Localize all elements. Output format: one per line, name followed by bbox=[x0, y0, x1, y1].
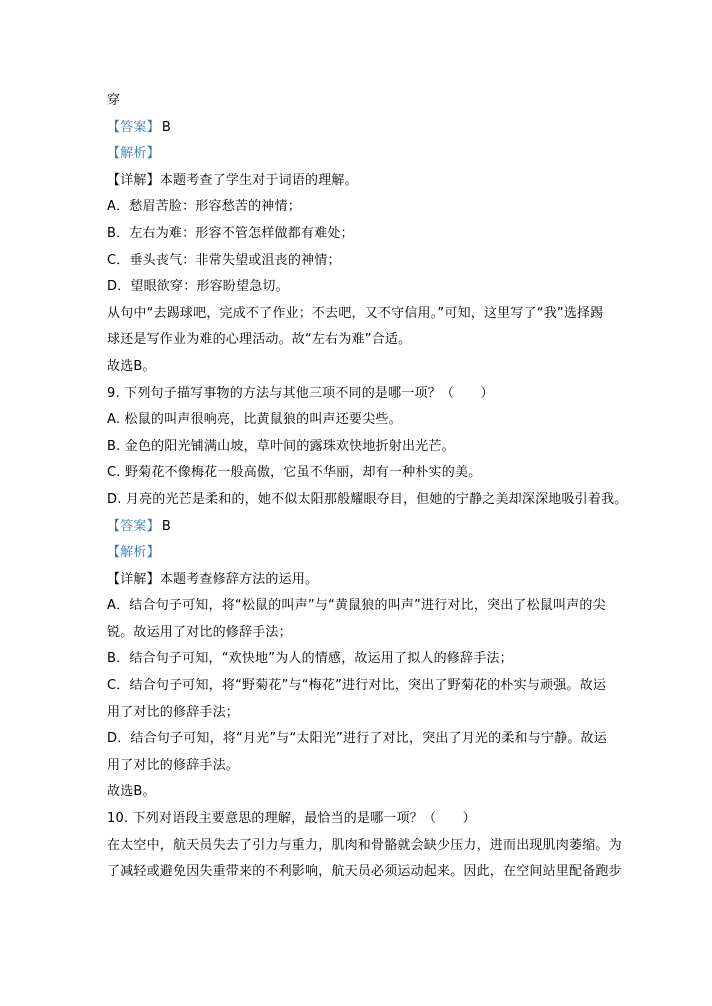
detail-intro: 本题考查修辞方法的运用。 bbox=[159, 571, 319, 587]
detail-label: 【详解】 bbox=[107, 571, 160, 587]
q9-option-a: A. 松鼠的叫声很响亮，比黄鼠狼的叫声还要尖些。 bbox=[107, 412, 402, 428]
q9-answer bbox=[107, 514, 602, 541]
q9-explanation-a-line-2: 锐。故运用了对比的修辞手法； bbox=[107, 624, 292, 640]
q8-option-a: A．愁眉苦脸：形容愁苦的神情； bbox=[107, 199, 301, 215]
answer-label: 【答案】 bbox=[107, 518, 160, 534]
q8-answer bbox=[107, 115, 602, 142]
q9-explanation-d-line-2: 用了对比的修辞手法。 bbox=[107, 757, 240, 773]
q8-reasoning-line-1: 从句中“去踢球吧，完成不了作业；不去吧，又不守信用。”可知，这里写了“我”选择踢 bbox=[107, 305, 604, 321]
q9-detail bbox=[107, 567, 602, 594]
q9-analysis-label: 【解析】 bbox=[107, 545, 160, 561]
q8-reasoning-line-2: 球还是写作业为难的心理活动。故“左右为难”合适。 bbox=[107, 332, 412, 348]
q8-analysis-label: 【解析】 bbox=[107, 146, 160, 162]
q10-passage-line-2: 了减轻或避免因失重带来的不利影响，航天员必须运动起来。因此，在空间站里配备跑步 bbox=[107, 864, 622, 880]
q9-conclusion: 故选B。 bbox=[107, 784, 156, 800]
q9-explanation-a-line-1: A．结合句子可知，将“松鼠的叫声”与“黄鼠狼的叫声”进行对比，突出了松鼠叫声的尖 bbox=[107, 598, 606, 614]
q9-option-b: B. 金色的阳光铺满山坡，草叶间的露珠欢快地折射出光芒。 bbox=[107, 438, 455, 454]
answer-value: B bbox=[161, 119, 171, 135]
detail-label: 【详解】 bbox=[107, 172, 160, 188]
q10-passage-line-1: 在太空中，航天员失去了引力与重力，肌肉和骨骼就会缺少压力，进而出现肌肉萎缩。为 bbox=[107, 837, 622, 853]
document-page bbox=[107, 88, 628, 886]
q8-option-c: C．垂头丧气：非常失望或沮丧的神情； bbox=[107, 252, 341, 268]
q9-explanation-b: B．结合句子可知，“欢快地”为人的情感，故运用了拟人的修辞手法； bbox=[107, 651, 513, 667]
q9-option-c: C. 野菊花不像梅花一般高傲，它虽不华丽，却有一种朴实的美。 bbox=[107, 465, 482, 481]
previous-text-tail: 穿 bbox=[107, 93, 121, 108]
q9-question: 9. 下列句子描写事物的方法与其他三项不同的是哪一项？（ ） bbox=[107, 385, 494, 401]
answer-label: 【答案】 bbox=[107, 119, 160, 135]
answer-value: B bbox=[161, 518, 171, 534]
q8-option-d: D．望眼欲穿：形容盼望急切。 bbox=[107, 279, 289, 295]
q9-explanation-c-line-1: C．结合句子可知，将“野菊花”与“梅花”进行对比，突出了野菊花的朴实与顽强。故运 bbox=[107, 678, 607, 694]
q8-option-b: B．左右为难：形容不管怎样做都有难处； bbox=[107, 225, 354, 241]
q9-option-d: D. 月亮的光芒是柔和的，她不似太阳那般耀眼夺目，但她的宁静之美却深深地吸引着我。 bbox=[107, 491, 628, 507]
q8-detail bbox=[107, 168, 602, 195]
q9-explanation-d-line-1: D．结合句子可知，将“月光”与“太阳光”进行了对比，突出了月光的柔和与宁静。故运 bbox=[107, 731, 607, 747]
detail-intro: 本题考查了学生对于词语的理解。 bbox=[159, 172, 358, 188]
q9-explanation-c-line-2: 用了对比的修辞手法； bbox=[107, 704, 240, 720]
q8-conclusion: 故选B。 bbox=[107, 358, 156, 374]
q10-question: 10. 下列对语段主要意思的理解，最恰当的是哪一项？（ ） bbox=[107, 811, 476, 827]
